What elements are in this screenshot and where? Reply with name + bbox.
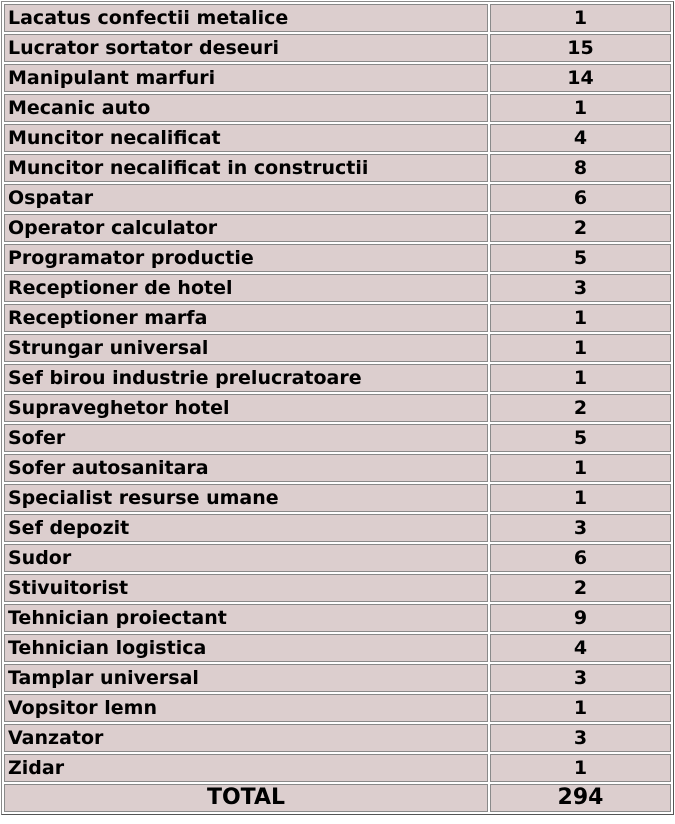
job-count-cell: 3 — [490, 274, 671, 302]
table-row — [4, 94, 671, 122]
job-count-cell: 9 — [490, 604, 671, 632]
job-count-cell: 5 — [490, 244, 671, 272]
job-title-cell: Lucrator sortator deseuri — [4, 34, 488, 62]
job-title-cell: Programator productie — [4, 244, 488, 272]
table-row — [4, 694, 671, 722]
job-title-cell: Strungar universal — [4, 334, 488, 362]
job-title-cell: Operator calculator — [4, 214, 488, 242]
table-row — [4, 274, 671, 302]
job-count-cell: 5 — [490, 424, 671, 452]
table-row — [4, 574, 671, 602]
table-row — [4, 124, 671, 152]
job-title-cell: Sudor — [4, 544, 488, 572]
job-count-cell: 1 — [490, 304, 671, 332]
job-title-cell: Lacatus confectii metalice — [4, 4, 488, 32]
total-label: TOTAL — [4, 784, 488, 812]
table-row — [4, 394, 671, 422]
table-row — [4, 64, 671, 92]
job-title-cell: Vanzator — [4, 724, 488, 752]
job-title-cell: Specialist resurse umane — [4, 484, 488, 512]
table-row — [4, 634, 671, 662]
table-row — [4, 754, 671, 782]
job-title-cell: Sofer autosanitara — [4, 454, 488, 482]
job-title-cell: Zidar — [4, 754, 488, 782]
job-count-cell: 1 — [490, 694, 671, 722]
job-title-cell: Vopsitor lemn — [4, 694, 488, 722]
table-row — [4, 454, 671, 482]
job-count-cell: 1 — [490, 94, 671, 122]
job-count-cell: 14 — [490, 64, 671, 92]
table-row — [4, 154, 671, 182]
job-count-cell: 3 — [490, 514, 671, 542]
table-row — [4, 544, 671, 572]
job-count-cell: 4 — [490, 124, 671, 152]
total-count: 294 — [490, 784, 671, 812]
table-row — [4, 304, 671, 332]
table-row — [4, 334, 671, 362]
table-row — [4, 214, 671, 242]
table-row — [4, 484, 671, 512]
job-count-cell: 3 — [490, 664, 671, 692]
table-row — [4, 34, 671, 62]
table-row — [4, 664, 671, 692]
jobs-table — [1, 1, 674, 815]
table-row — [4, 4, 671, 32]
table-row — [4, 424, 671, 452]
job-title-cell: Receptioner marfa — [4, 304, 488, 332]
job-title-cell: Sofer — [4, 424, 488, 452]
job-count-cell: 3 — [490, 724, 671, 752]
job-count-cell: 2 — [490, 394, 671, 422]
job-title-cell: Tehnician logistica — [4, 634, 488, 662]
job-title-cell: Sef depozit — [4, 514, 488, 542]
job-title-cell: Stivuitorist — [4, 574, 488, 602]
job-title-cell: Supraveghetor hotel — [4, 394, 488, 422]
table-row — [4, 244, 671, 272]
job-count-cell: 1 — [490, 4, 671, 32]
job-title-cell: Ospatar — [4, 184, 488, 212]
job-count-cell: 2 — [490, 214, 671, 242]
job-title-cell: Sef birou industrie prelucratoare — [4, 364, 488, 392]
job-count-cell: 1 — [490, 334, 671, 362]
job-count-cell: 1 — [490, 484, 671, 512]
table-row — [4, 364, 671, 392]
job-title-cell: Muncitor necalificat — [4, 124, 488, 152]
job-count-cell: 6 — [490, 184, 671, 212]
job-title-cell: Tehnician proiectant — [4, 604, 488, 632]
jobs-table-body — [4, 4, 671, 812]
job-count-cell: 1 — [490, 754, 671, 782]
table-row — [4, 514, 671, 542]
job-count-cell: 8 — [490, 154, 671, 182]
job-count-cell: 4 — [490, 634, 671, 662]
job-title-cell: Manipulant marfuri — [4, 64, 488, 92]
job-count-cell: 2 — [490, 574, 671, 602]
table-row — [4, 184, 671, 212]
job-title-cell: Mecanic auto — [4, 94, 488, 122]
total-row — [4, 784, 671, 812]
job-count-cell: 15 — [490, 34, 671, 62]
job-count-cell: 1 — [490, 454, 671, 482]
table-row — [4, 724, 671, 752]
job-title-cell: Tamplar universal — [4, 664, 488, 692]
job-count-cell: 6 — [490, 544, 671, 572]
job-title-cell: Receptioner de hotel — [4, 274, 488, 302]
job-title-cell: Muncitor necalificat in constructii — [4, 154, 488, 182]
table-row — [4, 604, 671, 632]
job-count-cell: 1 — [490, 364, 671, 392]
